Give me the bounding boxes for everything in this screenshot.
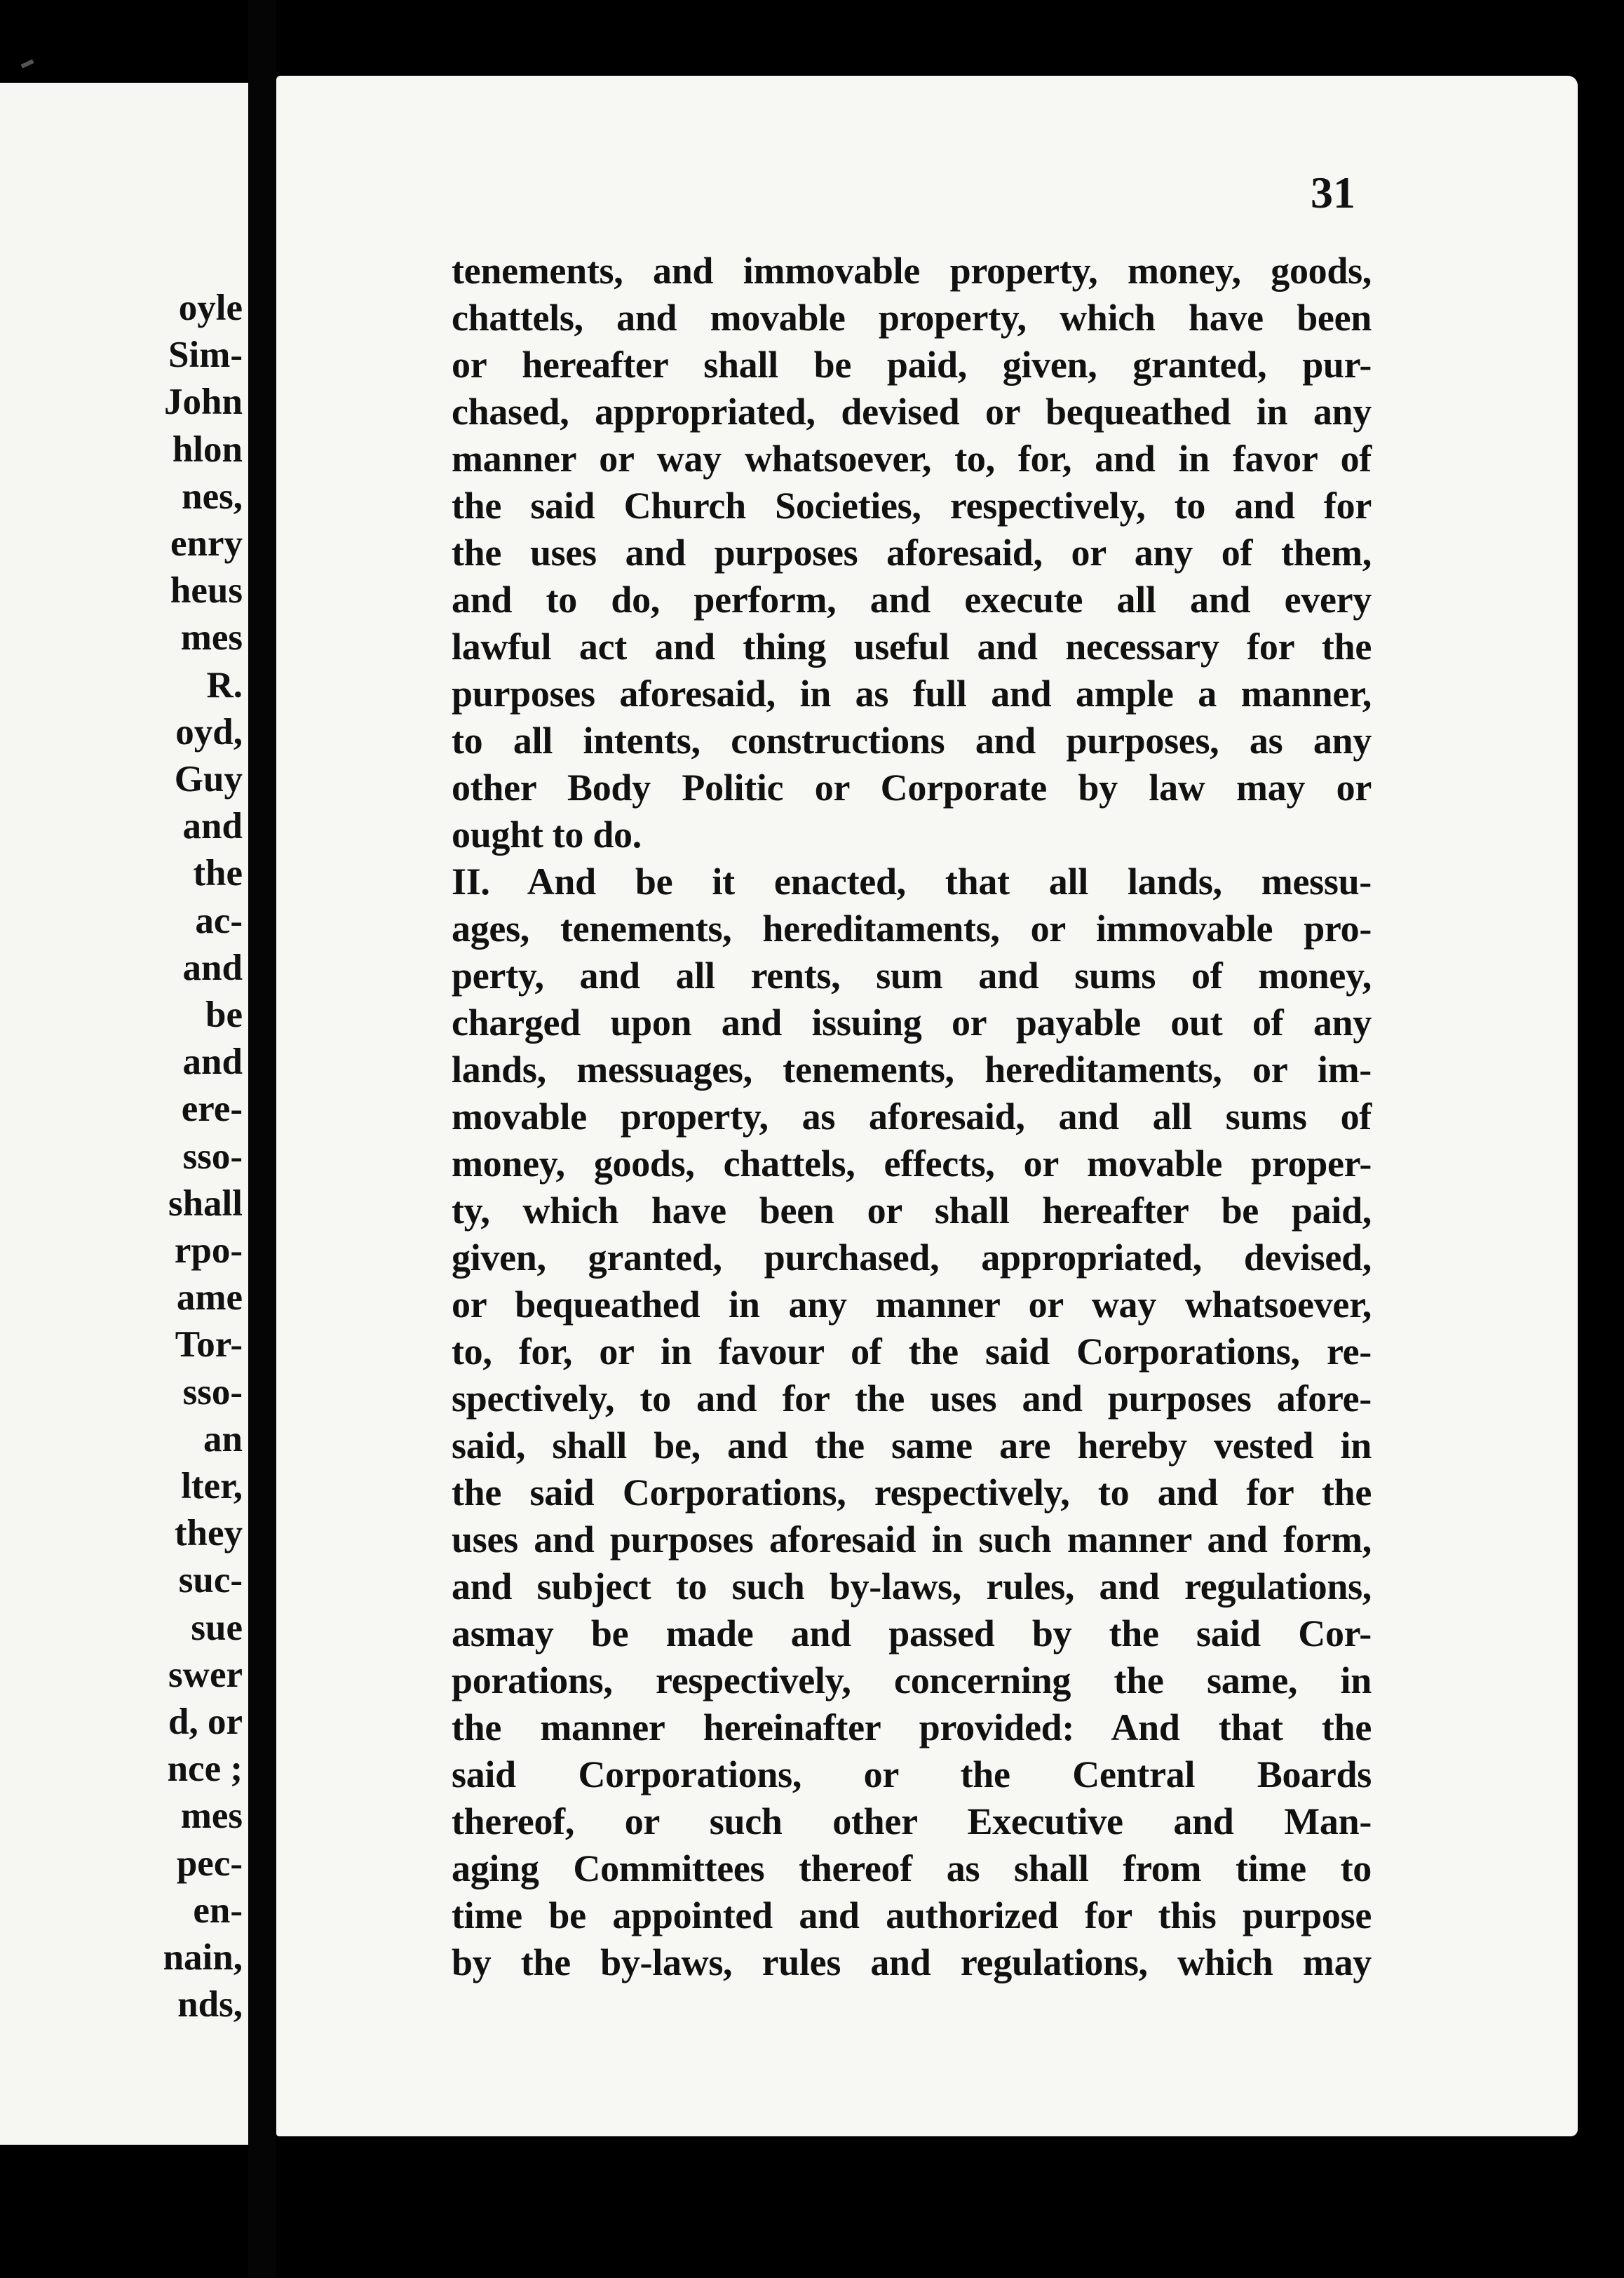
left-text-fragment: Sim- — [168, 335, 243, 375]
text-line: chattels, and movable property, which have been — [452, 297, 1372, 339]
text-line: the manner hereinafter provided: And that the — [452, 1706, 1372, 1748]
text-line: other Body Politic or Corporate by law may or — [452, 767, 1372, 809]
left-text-fragment: Tor- — [175, 1324, 243, 1365]
left-text-fragment: nce ; — [167, 1748, 243, 1789]
text-line: ought to do. — [452, 814, 642, 856]
left-text-fragment: and — [182, 948, 243, 988]
text-line: II. And be it enacted, that all lands, messu- — [452, 861, 1372, 903]
left-text-fragment: hlon — [172, 429, 243, 470]
left-text-fragment: rpo- — [174, 1230, 243, 1271]
text-line: porations, respectively, concerning the same, in — [452, 1659, 1372, 1701]
left-text-fragment: pec- — [176, 1843, 243, 1884]
left-text-fragment: R. — [206, 665, 243, 706]
left-text-fragment: and — [182, 806, 243, 847]
left-text-fragment: oyd, — [175, 712, 243, 753]
left-text-fragment: be — [205, 995, 243, 1035]
left-text-fragment: they — [174, 1513, 243, 1554]
text-line: the said Corporations, respectively, to and for the — [452, 1471, 1372, 1514]
text-line: charged upon and issuing or payable out of any — [452, 1002, 1372, 1044]
text-line: to, for, or in favour of the said Corporations, re- — [452, 1330, 1372, 1373]
page-number: 31 — [1311, 168, 1355, 217]
left-text-fragment: the — [193, 853, 243, 894]
text-line: spectively, to and for the uses and purposes afore- — [452, 1377, 1372, 1420]
left-text-fragment: sue — [191, 1608, 243, 1648]
right-page — [276, 76, 1578, 2136]
text-line: and to do, perform, and execute all and every — [452, 579, 1372, 621]
left-text-fragment: ame — [176, 1277, 243, 1318]
left-text-fragment: en- — [193, 1890, 243, 1931]
text-line: and subject to such by-laws, rules, and regulations, — [452, 1565, 1372, 1608]
book-gutter — [248, 0, 276, 2278]
scan-mark — [21, 59, 34, 68]
left-text-fragment: shall — [168, 1183, 243, 1224]
text-line: said Corporations, or the Central Boards — [452, 1753, 1372, 1795]
text-line: uses and purposes aforesaid in such manner and form, — [452, 1518, 1372, 1561]
text-line: by the by-laws, rules and regulations, which may — [452, 1941, 1372, 1983]
text-line: ty, which have been or shall hereafter be paid, — [452, 1189, 1372, 1232]
text-line: said, shall be, and the same are hereby vested in — [452, 1424, 1372, 1467]
text-line: the said Church Societies, respectively, to and for — [452, 485, 1372, 527]
left-page — [0, 83, 248, 2145]
left-text-fragment: mes — [180, 617, 243, 658]
left-text-fragment: heus — [170, 570, 243, 611]
left-text-fragment: d, or — [168, 1701, 243, 1742]
left-text-fragment: and — [182, 1042, 243, 1082]
left-text-fragment: mes — [180, 1795, 243, 1836]
text-line: perty, and all rents, sum and sums of money, — [452, 955, 1372, 997]
left-text-fragment: John — [164, 382, 243, 422]
left-text-fragment: ere- — [181, 1089, 243, 1129]
text-line: purposes aforesaid, in as full and ample a manner, — [452, 673, 1372, 715]
text-line: aging Committees thereof as shall from time to — [452, 1847, 1372, 1889]
text-line: asmay be made and passed by the said Cor- — [452, 1612, 1372, 1654]
left-text-fragment: lter, — [181, 1466, 243, 1507]
left-text-fragment: sso- — [182, 1372, 243, 1413]
text-line: tenements, and immovable property, money, goods, — [452, 250, 1372, 292]
left-text-fragment: suc- — [178, 1560, 243, 1600]
text-line: the uses and purposes aforesaid, or any of them, — [452, 532, 1372, 574]
left-text-fragment: ac- — [195, 901, 243, 941]
left-text-fragment: nain, — [163, 1937, 243, 1978]
text-line: movable property, as aforesaid, and all sums of — [452, 1096, 1372, 1138]
text-line: time be appointed and authorized for this purpose — [452, 1894, 1372, 1936]
text-line: money, goods, chattels, effects, or movable proper- — [452, 1143, 1372, 1185]
left-text-fragment: Guy — [174, 759, 243, 800]
left-text-fragment: enry — [170, 523, 243, 564]
text-line: lawful act and thing useful and necessary for the — [452, 626, 1372, 668]
text-line: given, granted, purchased, appropriated, devised, — [452, 1236, 1372, 1279]
left-text-fragment: nes, — [182, 476, 243, 517]
text-line: or hereafter shall be paid, given, granted, pur- — [452, 344, 1372, 386]
text-line: chased, appropriated, devised or bequeathed in any — [452, 391, 1372, 433]
text-line: lands, messuages, tenements, hereditaments, or im- — [452, 1049, 1372, 1091]
text-line: ages, tenements, hereditaments, or immovable pro- — [452, 908, 1372, 950]
text-line: manner or way whatsoever, to, for, and in favor of — [452, 438, 1372, 480]
left-text-fragment: an — [203, 1419, 243, 1460]
left-text-fragment: nds, — [177, 1984, 243, 2025]
body-text — [452, 248, 1372, 1986]
text-line: to all intents, constructions and purposes, as any — [452, 720, 1372, 762]
left-text-fragment: oyle — [178, 288, 243, 328]
text-line: thereof, or such other Executive and Man- — [452, 1800, 1372, 1842]
left-text-fragment: sso- — [182, 1136, 243, 1177]
text-line: or bequeathed in any manner or way whatsoever, — [452, 1283, 1372, 1326]
left-text-fragment: swer — [168, 1654, 243, 1695]
